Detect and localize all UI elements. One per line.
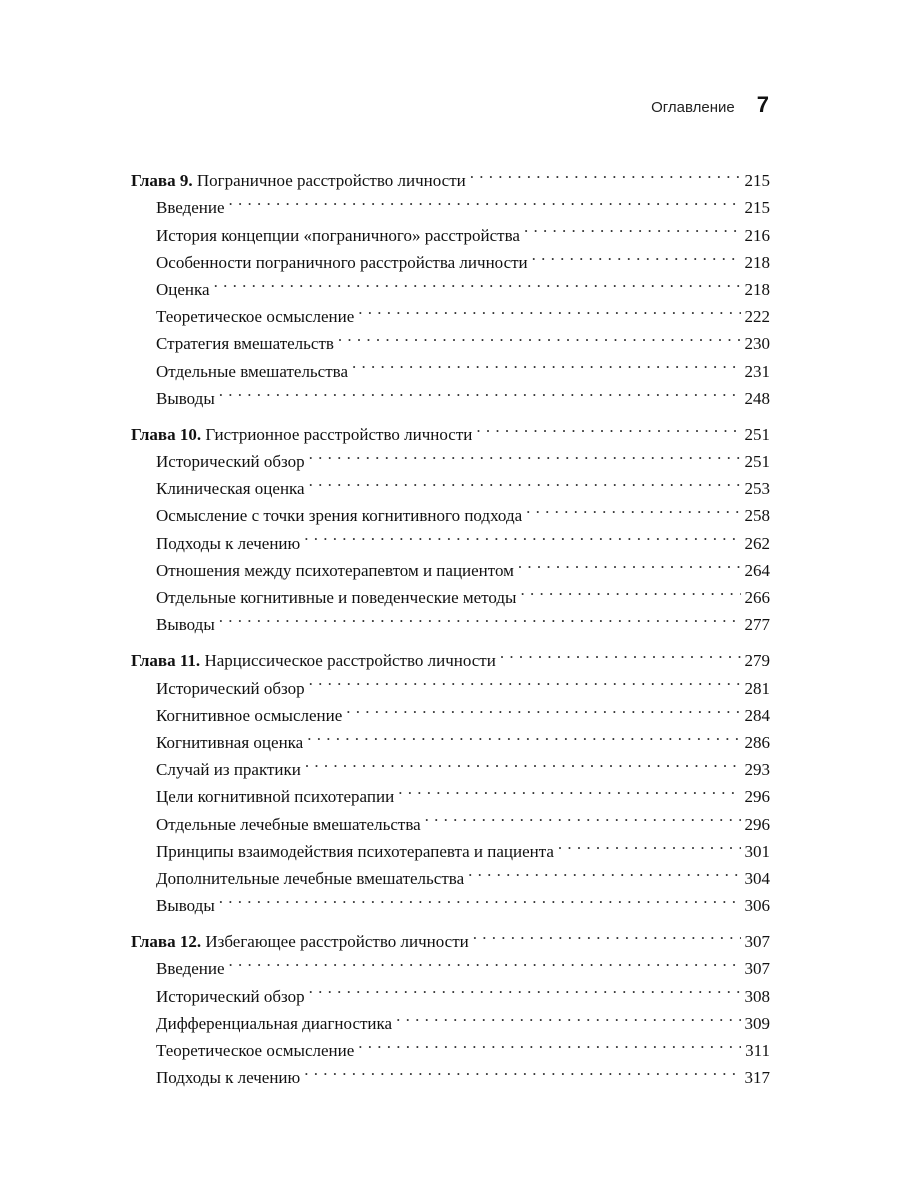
section-title: Введение	[156, 959, 225, 979]
section-page-number: 264	[744, 560, 770, 580]
chapter-block	[131, 639, 770, 916]
section-title: Введение	[156, 198, 225, 218]
dot-leader	[532, 241, 741, 268]
section-title: Стратегия вмешательств	[156, 334, 334, 354]
section-page-number: 277	[744, 615, 770, 635]
dot-leader	[468, 857, 740, 884]
dot-leader	[309, 666, 741, 693]
chapter-block	[131, 920, 770, 1088]
section-page-number: 251	[744, 452, 770, 472]
dot-leader	[305, 748, 741, 775]
section-title: Когнитивная оценка	[156, 732, 304, 752]
dot-leader	[358, 1029, 741, 1056]
section-page-number: 317	[744, 1068, 770, 1088]
chapter-page-number: 251	[744, 424, 770, 444]
section-title: Выводы	[156, 388, 215, 408]
section-page-number: 284	[744, 705, 770, 725]
chapter-page-number: 279	[744, 651, 770, 671]
section-title: Цели когнитивной психотерапии	[156, 787, 395, 807]
dot-leader	[518, 549, 741, 576]
section-title: Подходы к лечению	[156, 533, 301, 553]
running-head	[651, 92, 769, 118]
section-page-number: 286	[744, 732, 770, 752]
page-number: 7	[756, 92, 769, 117]
toc-chapter-row	[131, 413, 770, 444]
section-title: Исторический обзор	[156, 678, 305, 698]
section-page-number: 215	[744, 198, 770, 218]
chapter-title: Пограничное расстройство личности	[196, 171, 466, 191]
section-title: Осмысление с точки зрения когнитивного подхода	[156, 506, 523, 526]
running-title: Оглавление	[651, 99, 735, 116]
toc-section-row	[131, 295, 770, 327]
section-page-number: 311	[745, 1041, 770, 1060]
section-title: Клиническая оценка	[156, 479, 305, 499]
section-title: Особенности пограничного расстройства личности	[156, 252, 528, 272]
dot-leader	[307, 721, 740, 748]
chapter-title: Нарциссическое расстройство личности	[204, 651, 496, 671]
section-title: Дополнительные лечебные вмешательства	[156, 868, 465, 888]
toc-chapter-row	[131, 920, 770, 952]
section-page-number: 266	[744, 588, 770, 607]
section-page-number: 248	[744, 388, 770, 408]
section-page-number: 218	[744, 279, 770, 299]
section-title: Оценка	[156, 279, 210, 299]
toc-chapter-row	[131, 639, 770, 671]
chapter-page-number: 307	[744, 932, 770, 952]
section-page-number: 301	[744, 841, 770, 861]
toc-section-row	[131, 377, 770, 408]
dot-leader	[425, 802, 741, 829]
chapter-block	[131, 159, 770, 408]
chapter-label: Глава 10.	[131, 424, 202, 444]
section-page-number: 296	[744, 787, 770, 807]
section-page-number: 231	[744, 361, 770, 381]
dot-leader	[338, 322, 741, 349]
dot-leader	[470, 159, 741, 186]
toc-section-row	[131, 268, 770, 299]
dot-leader	[358, 295, 740, 322]
section-title: Когнитивное осмысление	[156, 705, 343, 725]
section-title: Отдельные вмешательства	[156, 361, 348, 381]
dot-leader	[526, 494, 740, 521]
section-page-number: 296	[744, 814, 770, 834]
section-title: Выводы	[156, 615, 215, 635]
toc-section-row	[131, 884, 770, 916]
dot-leader	[219, 603, 741, 630]
toc-chapter-row	[131, 159, 770, 191]
dot-leader	[476, 413, 740, 440]
section-title: Принципы взаимодействия психотерапевта и пациента	[156, 841, 554, 861]
section-title: Случай из практики	[156, 760, 301, 780]
section-page-number: 218	[744, 252, 770, 272]
dot-leader	[398, 775, 740, 802]
section-page-number: 230	[744, 334, 770, 354]
dot-leader	[304, 1056, 740, 1083]
section-title: Выводы	[156, 896, 215, 916]
section-title: Дифференциальная диагностика	[156, 1013, 393, 1033]
dot-leader	[500, 639, 741, 666]
dot-leader	[214, 268, 741, 295]
section-title: Подходы к лечению	[156, 1068, 301, 1088]
chapter-title: Избегающее расстройство личности	[205, 932, 469, 952]
dot-leader	[520, 576, 740, 603]
dot-leader	[396, 1002, 740, 1029]
chapter-title: Гистрионное расстройство личности	[205, 424, 473, 444]
section-page-number: 306	[744, 896, 770, 916]
dot-leader	[229, 947, 741, 974]
dot-leader	[473, 920, 741, 947]
dot-leader	[558, 830, 741, 857]
section-title: История концепции «пограничного» расстройства	[156, 225, 520, 245]
section-page-number: 293	[744, 760, 770, 780]
dot-leader	[304, 521, 740, 548]
toc-section-row	[131, 603, 770, 635]
chapter-block	[131, 413, 770, 635]
section-title: Теоретическое осмысление	[156, 307, 355, 327]
table-of-contents	[131, 159, 770, 1092]
section-page-number: 307	[744, 959, 770, 979]
dot-leader	[309, 974, 741, 1001]
dot-leader	[524, 213, 741, 240]
section-page-number: 222	[744, 307, 770, 327]
dot-leader	[229, 186, 741, 213]
section-page-number: 281	[744, 678, 770, 698]
dot-leader	[346, 694, 740, 721]
dot-leader	[352, 349, 741, 376]
section-page-number: 253	[744, 479, 770, 499]
dot-leader	[219, 884, 741, 911]
section-page-number: 309	[744, 1013, 770, 1033]
chapter-page-number: 215	[744, 171, 770, 191]
section-title: Теоретическое осмысление	[156, 1041, 355, 1060]
section-page-number: 258	[744, 506, 770, 526]
section-title: Отношения между психотерапевтом и пациентом	[156, 560, 514, 580]
section-page-number: 262	[744, 533, 770, 553]
chapter-label: Глава 11.	[131, 651, 201, 671]
section-title: Отдельные когнитивные и поведенческие методы	[156, 588, 517, 607]
chapter-label: Глава 9.	[131, 171, 193, 191]
dot-leader	[219, 377, 741, 404]
section-title: Исторический обзор	[156, 452, 305, 472]
section-page-number: 308	[744, 986, 770, 1006]
section-page-number: 216	[744, 225, 770, 245]
chapter-label: Глава 12.	[131, 932, 202, 952]
dot-leader	[309, 467, 741, 494]
section-page-number: 304	[744, 868, 770, 888]
section-title: Отдельные лечебные вмешательства	[156, 814, 421, 834]
section-title: Исторический обзор	[156, 986, 305, 1006]
dot-leader	[309, 440, 741, 467]
